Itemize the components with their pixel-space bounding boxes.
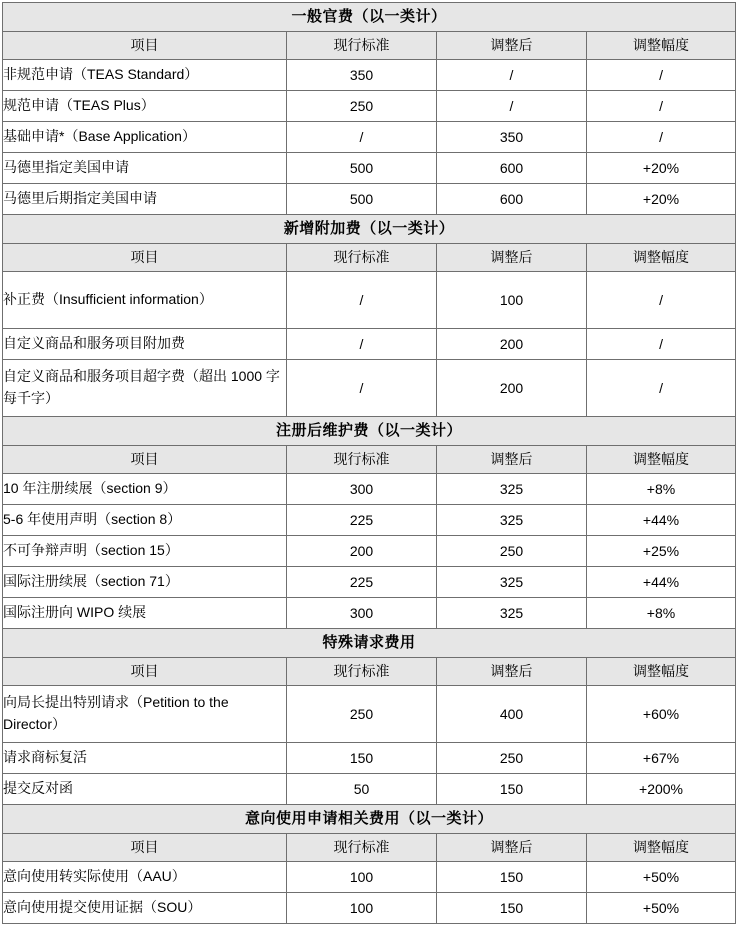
column-header-row bbox=[3, 446, 736, 474]
row-adjusted: 150 bbox=[437, 862, 587, 893]
column-header-row bbox=[3, 32, 736, 60]
row-change: +44% bbox=[587, 505, 736, 536]
row-item: 向局长提出特别请求（Petition to the Director） bbox=[3, 686, 287, 743]
row-adjusted: 150 bbox=[437, 893, 587, 924]
column-header-row bbox=[3, 834, 736, 862]
table-row bbox=[3, 184, 736, 215]
column-header-current: 现行标准 bbox=[287, 658, 437, 686]
row-change: +20% bbox=[587, 153, 736, 184]
row-item: 意向使用转实际使用（AAU） bbox=[3, 862, 287, 893]
row-current: 300 bbox=[287, 474, 437, 505]
table-row bbox=[3, 474, 736, 505]
section-title-row bbox=[3, 805, 736, 834]
column-header-change: 调整幅度 bbox=[587, 658, 736, 686]
table-row bbox=[3, 91, 736, 122]
row-adjusted: 325 bbox=[437, 567, 587, 598]
row-item: 马德里指定美国申请 bbox=[3, 153, 287, 184]
row-adjusted: 200 bbox=[437, 329, 587, 360]
row-current: / bbox=[287, 272, 437, 329]
section-title: 新增附加费（以一类计） bbox=[3, 215, 736, 244]
row-current: 500 bbox=[287, 153, 437, 184]
column-header-adjusted: 调整后 bbox=[437, 658, 587, 686]
row-item: 提交反对函 bbox=[3, 774, 287, 805]
row-item: 意向使用提交使用证据（SOU） bbox=[3, 893, 287, 924]
table-row bbox=[3, 505, 736, 536]
row-adjusted: 200 bbox=[437, 360, 587, 417]
row-current: 300 bbox=[287, 598, 437, 629]
column-header-item: 项目 bbox=[3, 244, 287, 272]
table-row bbox=[3, 536, 736, 567]
row-item: 国际注册向 WIPO 续展 bbox=[3, 598, 287, 629]
column-header-adjusted: 调整后 bbox=[437, 834, 587, 862]
row-current: 225 bbox=[287, 567, 437, 598]
row-item: 自定义商品和服务项目超字费（超出 1000 字每千字） bbox=[3, 360, 287, 417]
table-row bbox=[3, 893, 736, 924]
column-header-change: 调整幅度 bbox=[587, 244, 736, 272]
row-adjusted: 400 bbox=[437, 686, 587, 743]
column-header-adjusted: 调整后 bbox=[437, 446, 587, 474]
row-change: +8% bbox=[587, 598, 736, 629]
column-header-item: 项目 bbox=[3, 658, 287, 686]
row-adjusted: 600 bbox=[437, 184, 587, 215]
section-title: 特殊请求费用 bbox=[3, 629, 736, 658]
row-adjusted: 325 bbox=[437, 598, 587, 629]
column-header-current: 现行标准 bbox=[287, 32, 437, 60]
row-change: +25% bbox=[587, 536, 736, 567]
row-adjusted: 100 bbox=[437, 272, 587, 329]
table-row bbox=[3, 598, 736, 629]
row-item: 自定义商品和服务项目附加费 bbox=[3, 329, 287, 360]
row-item: 10 年注册续展（section 9） bbox=[3, 474, 287, 505]
row-change: +8% bbox=[587, 474, 736, 505]
row-adjusted: / bbox=[437, 91, 587, 122]
row-change: / bbox=[587, 329, 736, 360]
row-change: +50% bbox=[587, 862, 736, 893]
row-change: +44% bbox=[587, 567, 736, 598]
row-adjusted: 150 bbox=[437, 774, 587, 805]
column-header-row bbox=[3, 244, 736, 272]
table-row bbox=[3, 122, 736, 153]
row-current: 225 bbox=[287, 505, 437, 536]
column-header-current: 现行标准 bbox=[287, 834, 437, 862]
column-header-change: 调整幅度 bbox=[587, 446, 736, 474]
section-title-row bbox=[3, 629, 736, 658]
column-header-adjusted: 调整后 bbox=[437, 244, 587, 272]
table-row bbox=[3, 686, 736, 743]
table-row bbox=[3, 360, 736, 417]
row-adjusted: 325 bbox=[437, 474, 587, 505]
row-adjusted: 250 bbox=[437, 743, 587, 774]
row-change: +67% bbox=[587, 743, 736, 774]
row-item: 5-6 年使用声明（section 8） bbox=[3, 505, 287, 536]
column-header-change: 调整幅度 bbox=[587, 834, 736, 862]
column-header-item: 项目 bbox=[3, 32, 287, 60]
row-change: +200% bbox=[587, 774, 736, 805]
row-change: / bbox=[587, 360, 736, 417]
fee-adjustment-document bbox=[0, 2, 737, 924]
section-title-row bbox=[3, 417, 736, 446]
row-current: / bbox=[287, 122, 437, 153]
table-row bbox=[3, 329, 736, 360]
row-current: 50 bbox=[287, 774, 437, 805]
column-header-current: 现行标准 bbox=[287, 244, 437, 272]
row-adjusted: 350 bbox=[437, 122, 587, 153]
row-adjusted: 325 bbox=[437, 505, 587, 536]
row-change: +60% bbox=[587, 686, 736, 743]
row-current: 350 bbox=[287, 60, 437, 91]
row-item: 马德里后期指定美国申请 bbox=[3, 184, 287, 215]
row-item: 非规范申请（TEAS Standard） bbox=[3, 60, 287, 91]
row-adjusted: 250 bbox=[437, 536, 587, 567]
row-item: 补正费（Insufficient information） bbox=[3, 272, 287, 329]
table-row bbox=[3, 60, 736, 91]
fee-table-body bbox=[3, 3, 736, 924]
row-change: / bbox=[587, 60, 736, 91]
column-header-item: 项目 bbox=[3, 446, 287, 474]
row-current: 250 bbox=[287, 91, 437, 122]
section-title: 注册后维护费（以一类计） bbox=[3, 417, 736, 446]
row-change: +50% bbox=[587, 893, 736, 924]
row-item: 基础申请*（Base Application） bbox=[3, 122, 287, 153]
row-current: 100 bbox=[287, 893, 437, 924]
row-current: 150 bbox=[287, 743, 437, 774]
row-item: 规范申请（TEAS Plus） bbox=[3, 91, 287, 122]
row-change: +20% bbox=[587, 184, 736, 215]
row-current: 500 bbox=[287, 184, 437, 215]
column-header-current: 现行标准 bbox=[287, 446, 437, 474]
row-current: / bbox=[287, 360, 437, 417]
column-header-change: 调整幅度 bbox=[587, 32, 736, 60]
row-change: / bbox=[587, 272, 736, 329]
column-header-adjusted: 调整后 bbox=[437, 32, 587, 60]
row-change: / bbox=[587, 91, 736, 122]
section-title: 一般官费（以一类计） bbox=[3, 3, 736, 32]
row-current: 250 bbox=[287, 686, 437, 743]
row-current: 100 bbox=[287, 862, 437, 893]
row-item: 国际注册续展（section 71） bbox=[3, 567, 287, 598]
row-change: / bbox=[587, 122, 736, 153]
table-row bbox=[3, 153, 736, 184]
row-item: 请求商标复活 bbox=[3, 743, 287, 774]
row-current: 200 bbox=[287, 536, 437, 567]
table-row bbox=[3, 272, 736, 329]
column-header-row bbox=[3, 658, 736, 686]
table-row bbox=[3, 774, 736, 805]
fee-table bbox=[2, 2, 736, 924]
section-title: 意向使用申请相关费用（以一类计） bbox=[3, 805, 736, 834]
section-title-row bbox=[3, 3, 736, 32]
row-current: / bbox=[287, 329, 437, 360]
row-item: 不可争辩声明（section 15） bbox=[3, 536, 287, 567]
table-row bbox=[3, 567, 736, 598]
table-row bbox=[3, 743, 736, 774]
row-adjusted: / bbox=[437, 60, 587, 91]
section-title-row bbox=[3, 215, 736, 244]
table-row bbox=[3, 862, 736, 893]
row-adjusted: 600 bbox=[437, 153, 587, 184]
column-header-item: 项目 bbox=[3, 834, 287, 862]
